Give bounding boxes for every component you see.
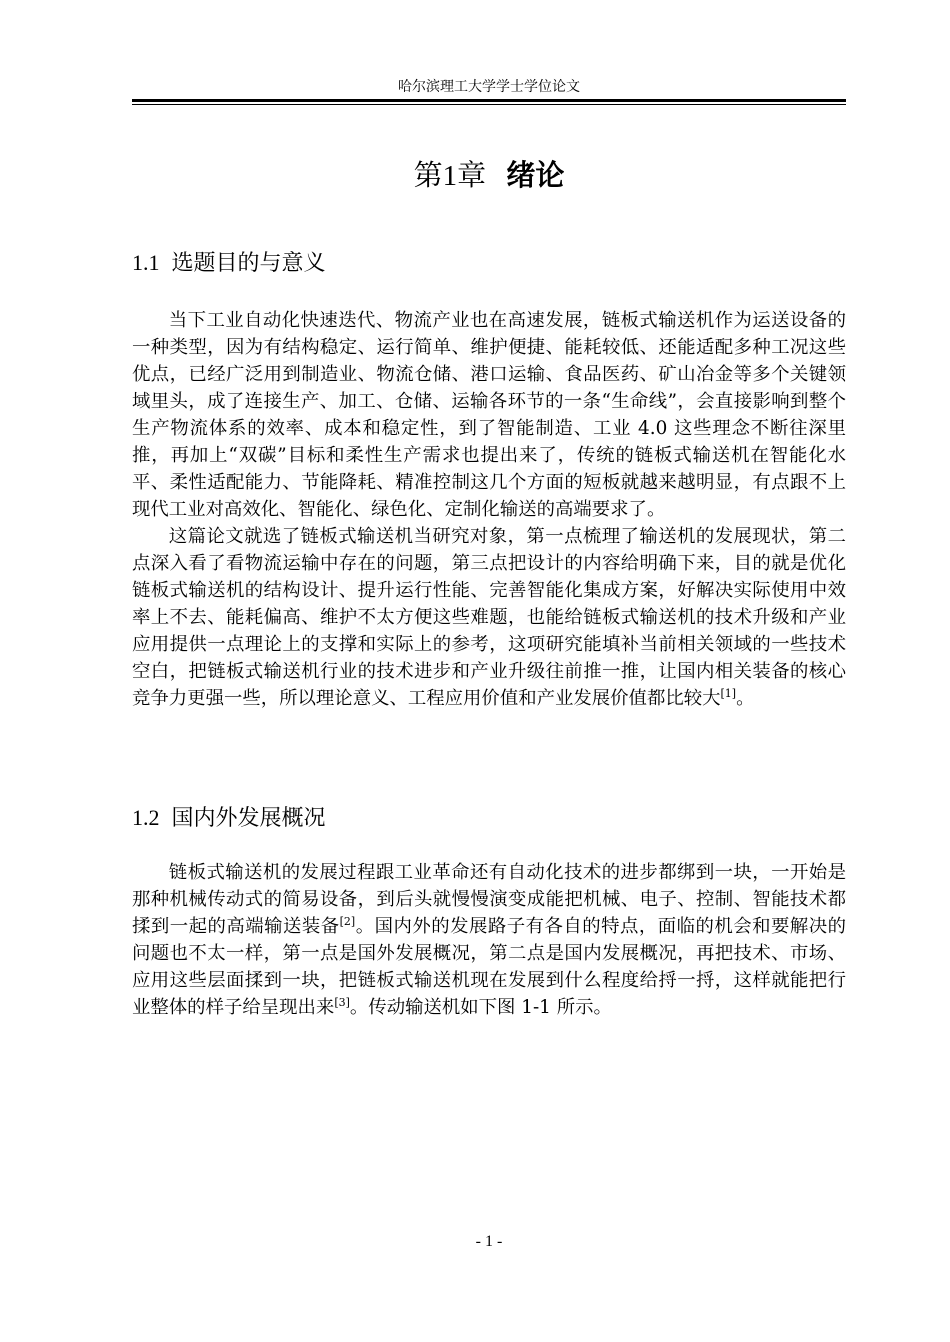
chapter-title bbox=[132, 155, 846, 196]
paragraph-text: 这篇论文就选了链板式输送机当研究对象，第一点梳理了输送机的发展现状，第二点深入看了看物流运输中存在的问题，第三点把设计的内容给明确下来，目的就是优化链板式输送机的结构设计、提升运行性能、完善智能化集成方案，好解决实际使用中效率上不去、能耗偏高、维护不太方便这些难题，也能给链板式输送机的技术升级和产业应用提供一点理论上的支撑和实际上的参考，这项研究能填补当前相关领域的一些技术空白，把链板式输送机行业的技术进步和产业升级往前推一推，让国内相关装备的核心竞争力更强一些，所以理论意义、工程应用价值和产业发展价值都比较大 bbox=[132, 526, 846, 709]
citation-ref: [1] bbox=[720, 686, 737, 700]
paragraph bbox=[132, 859, 846, 1021]
section-heading-1-1 bbox=[132, 248, 846, 279]
section-1-1-body bbox=[132, 307, 846, 712]
chapter-name: 绪论 bbox=[506, 158, 565, 192]
section-number: 1.1 bbox=[132, 250, 160, 275]
paragraph-text: 链板式输送机的发展过程跟工业革命还有自动化技术的进步都绑到一块，一开始是那种机械传动式的简易设备，到后头就慢慢演变成能把机械、电子、控制、智能技术都揉到一起的高端输送装备 bbox=[132, 862, 846, 937]
section-heading-1-2 bbox=[132, 803, 846, 834]
page-number: - 1 - bbox=[475, 1233, 503, 1250]
header-rule bbox=[132, 99, 846, 102]
paragraph bbox=[132, 523, 846, 712]
running-header: 哈尔滨理工大学学士学位论文 bbox=[398, 79, 580, 95]
section-title: 选题目的与意义 bbox=[171, 251, 326, 276]
paragraph-text: 。传动输送机如下图 1-1 所示。 bbox=[349, 997, 612, 1018]
paragraph-text: 当下工业自动化快速迭代、物流产业也在高速发展，链板式输送机作为运送设备的一种类型，因为有结构稳定、运行简单、维护便捷、能耗较低、还能适配多种工况这些优点，已经广泛用到制造业、物流仓储、港口运输、食品医药、矿山冶金等多个关键领域里头，成了连接生产、加工、仓储、运输各环节的一条“生命线”，会直接影响到整个生产物流体系的效率、成本和稳定性，到了智能制造、工业 4.0 这些理念不断往深里推，再加上“双碳”目标和柔性生产需求也提出来了，传统的链板式输送机在智能化水平、柔性适配能力、节能降耗、精准控制这几个方面的短板就越来越明显，有点跟不上现代工业对高效化、智能化、绿色化、定制化输送的高端要求了。 bbox=[132, 310, 846, 520]
paragraph bbox=[132, 307, 846, 523]
citation-ref: [2] bbox=[339, 914, 356, 928]
section-1-2-body bbox=[132, 859, 846, 1021]
paragraph-text: 。 bbox=[736, 688, 755, 709]
citation-ref: [3] bbox=[334, 995, 350, 1009]
section-title: 国内外发展概况 bbox=[171, 806, 326, 831]
header-rule-thin bbox=[132, 104, 846, 105]
chapter-number: 第1章 bbox=[413, 160, 487, 192]
paragraph-text: 。国内外的发展路子有各自的特点，面临的机会和要解决的问题也不太一样，第一点是国外发展概况，第二点是国内发展概况，再把技术、市场、应用这些层面揉到一块，把链板式输送机现在发展到什么程度给捋一捋，这样就能把行业整体的样子给呈现出来 bbox=[132, 916, 846, 1018]
section-number: 1.2 bbox=[132, 805, 160, 830]
